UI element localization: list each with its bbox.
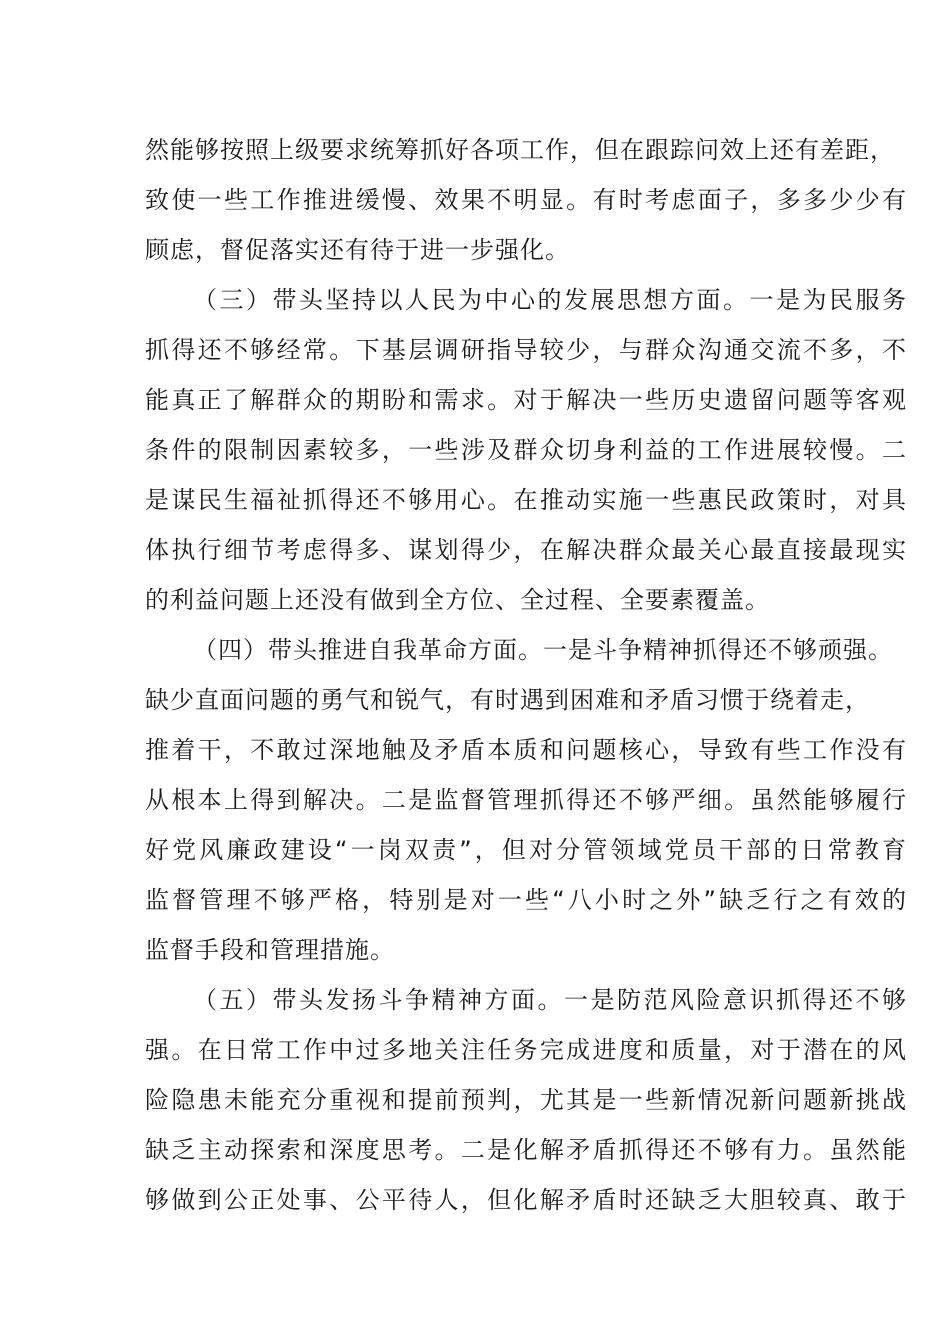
text-line: 然能够按照上级要求统筹抓好各项工作，但在跟踪问效上还有差距， [145,136,895,164]
text-line: 缺乏主动探索和深度思考。二是化解矛盾抓得还不够有力。虽然能 [145,1136,907,1164]
text-line: 体执行细节考虑得多、谋划得少，在解决群众最关心最直接最现实 [145,536,907,564]
text-line: 从根本上得到解决。二是监督管理抓得还不够严细。虽然能够履行 [145,786,907,814]
text-line: 好党风廉政建设“一岗双责”，但对分管领域党员干部的日常教育 [145,836,907,864]
text-line: 缺少直面问题的勇气和锐气，有时遇到困难和矛盾习惯于绕着走， [145,686,870,714]
text-line: 监督管理不够严格，特别是对一些“八小时之外”缺乏行之有效的 [145,886,907,914]
text-line: 监督手段和管理措施。 [145,936,395,964]
text-line: 险隐患未能充分重视和提前预判，尤其是一些新情况新问题新挑战 [145,1086,907,1114]
section-heading-line: （四）带头推进自我革命方面。一是斗争精神抓得还不够顽强。 [193,636,893,664]
text-line: 致使一些工作推进缓慢、效果不明显。有时考虑面子，多多少少有 [145,186,907,214]
text-line: 的利益问题上还没有做到全方位、全过程、全要素覆盖。 [145,586,770,614]
text-line: 够做到公正处事、公平待人，但化解矛盾时还缺乏大胆较真、敢于 [145,1186,907,1214]
text-line: 推着干，不敢过深地触及矛盾本质和问题核心，导致有些工作没有 [145,736,907,764]
text-line: 条件的限制因素较多，一些涉及群众切身利益的工作进展较慢。二 [145,436,907,464]
document-body [145,125,907,1225]
text-line: 是谋民生福祉抓得还不够用心。在推动实施一些惠民政策时，对具 [145,486,907,514]
section-heading-line: （五）带头发扬斗争精神方面。一是防范风险意识抓得还不够 [193,986,907,1014]
text-line: 能真正了解群众的期盼和需求。对于解决一些历史遗留问题等客观 [145,386,907,414]
section-heading-line: （三）带头坚持以人民为中心的发展思想方面。一是为民服务 [193,286,907,314]
text-line: 强。在日常工作中过多地关注任务完成进度和质量，对于潜在的风 [145,1036,907,1064]
text-line: 顾虑，督促落实还有待于进一步强化。 [145,236,570,264]
text-line: 抓得还不够经常。下基层调研指导较少，与群众沟通交流不多，不 [145,336,907,364]
